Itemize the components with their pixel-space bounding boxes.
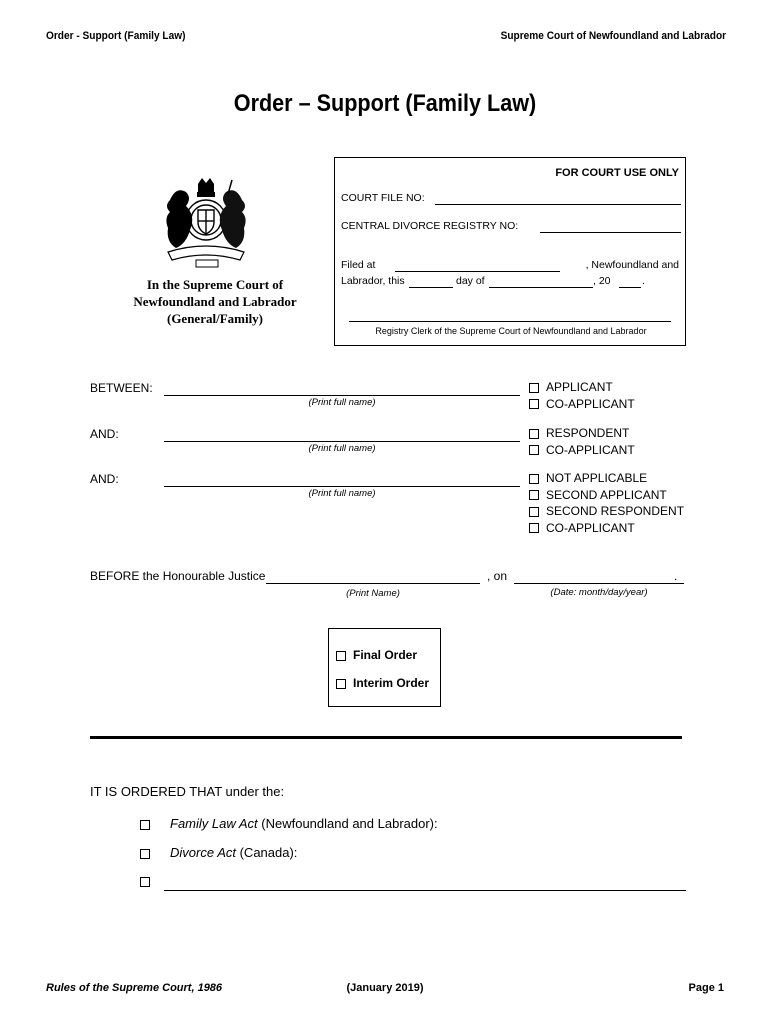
final-order-option[interactable]: Final Order: [336, 648, 417, 662]
date-period: .: [674, 569, 678, 583]
footer-date: (January 2019): [346, 982, 424, 994]
party2-name-field[interactable]: [164, 441, 520, 442]
party2-roles: [529, 425, 635, 458]
court-name: In the Supreme Court of Newfoundland and Labrador (General/Family): [133, 277, 297, 326]
justice-name-field[interactable]: [266, 583, 480, 584]
party3-hint: (Print full name): [308, 488, 376, 499]
page-number: Page 1: [688, 982, 724, 994]
page-title: Order – Support (Family Law): [233, 90, 537, 117]
clerk-signature-label: Registry Clerk of the Supreme Court of Newfoundland and Labrador: [375, 326, 647, 336]
registry-field[interactable]: [540, 232, 681, 233]
role-checkbox[interactable]: RESPONDENT: [529, 425, 635, 442]
checkbox-icon[interactable]: [336, 679, 346, 689]
checkbox-icon[interactable]: [529, 507, 539, 517]
section-divider: [90, 736, 682, 739]
role-checkbox[interactable]: SECOND RESPONDENT: [529, 503, 684, 520]
between-label: BETWEEN:: [90, 381, 153, 395]
and-label-2: AND:: [90, 472, 119, 486]
checkbox-icon[interactable]: [336, 651, 346, 661]
coat-of-arms-icon: [160, 170, 252, 270]
checkbox-icon[interactable]: [140, 820, 150, 830]
divorce-act-option[interactable]: Divorce Act (Canada):: [140, 845, 297, 860]
role-checkbox[interactable]: CO-APPLICANT: [529, 520, 684, 537]
header-right: Supreme Court of Newfoundland and Labrador: [500, 30, 726, 42]
role-checkbox[interactable]: CO-APPLICANT: [529, 442, 635, 459]
filed-this-label: Labrador, this: [341, 275, 405, 287]
court-file-label: COURT FILE NO:: [341, 192, 425, 204]
checkbox-icon[interactable]: [529, 429, 539, 439]
checkbox-icon[interactable]: [529, 399, 539, 409]
filed-at-label: Filed at: [341, 259, 376, 271]
before-label: BEFORE the Honourable Justice: [90, 569, 266, 583]
court-use-box: [334, 157, 686, 346]
role-checkbox[interactable]: CO-APPLICANT: [529, 396, 635, 413]
and-label-1: AND:: [90, 427, 119, 441]
header-left: Order - Support (Family Law): [46, 30, 186, 42]
order-date-field[interactable]: [514, 583, 684, 584]
checkbox-icon[interactable]: [529, 523, 539, 533]
other-act-field[interactable]: [164, 890, 686, 891]
registry-label: CENTRAL DIVORCE REGISTRY NO:: [341, 220, 519, 232]
filed-year-label: , 20: [593, 275, 611, 287]
filed-year-field[interactable]: [619, 287, 641, 288]
on-label: , on: [487, 569, 508, 583]
checkbox-icon[interactable]: [529, 474, 539, 484]
role-checkbox[interactable]: NOT APPLICABLE: [529, 470, 684, 487]
party1-hint: (Print full name): [308, 397, 376, 408]
ordered-intro: IT IS ORDERED THAT under the:: [90, 784, 285, 799]
clerk-signature-line[interactable]: [349, 321, 671, 322]
party1-name-field[interactable]: [164, 395, 520, 396]
role-checkbox[interactable]: SECOND APPLICANT: [529, 487, 684, 504]
family-law-act-option[interactable]: Family Law Act (Newfoundland and Labrador):: [140, 816, 438, 831]
footer-rules: Rules of the Supreme Court, 1986: [46, 982, 223, 994]
filed-period: .: [642, 275, 645, 287]
checkbox-icon[interactable]: [529, 445, 539, 455]
filed-dayof-label: day of: [456, 275, 485, 287]
justice-name-hint: (Print Name): [346, 588, 400, 599]
party3-roles: [529, 470, 684, 536]
checkbox-icon[interactable]: [140, 849, 150, 859]
party3-name-field[interactable]: [164, 486, 520, 487]
filed-month-field[interactable]: [489, 287, 593, 288]
party2-hint: (Print full name): [308, 443, 376, 454]
party1-roles: [529, 379, 635, 412]
order-date-hint: (Date: month/day/year): [550, 587, 648, 598]
filed-nl-label: , Newfoundland and: [585, 259, 679, 271]
court-use-heading: FOR COURT USE ONLY: [555, 167, 679, 179]
checkbox-icon[interactable]: [529, 383, 539, 393]
court-file-field[interactable]: [435, 204, 681, 205]
other-act-option[interactable]: [140, 873, 157, 888]
checkbox-icon[interactable]: [140, 877, 150, 887]
role-checkbox[interactable]: APPLICANT: [529, 379, 635, 396]
filed-day-field[interactable]: [409, 287, 453, 288]
interim-order-option[interactable]: Interim Order: [336, 676, 429, 690]
order-type-box: [328, 628, 441, 707]
checkbox-icon[interactable]: [529, 490, 539, 500]
filed-at-field[interactable]: [395, 271, 560, 272]
